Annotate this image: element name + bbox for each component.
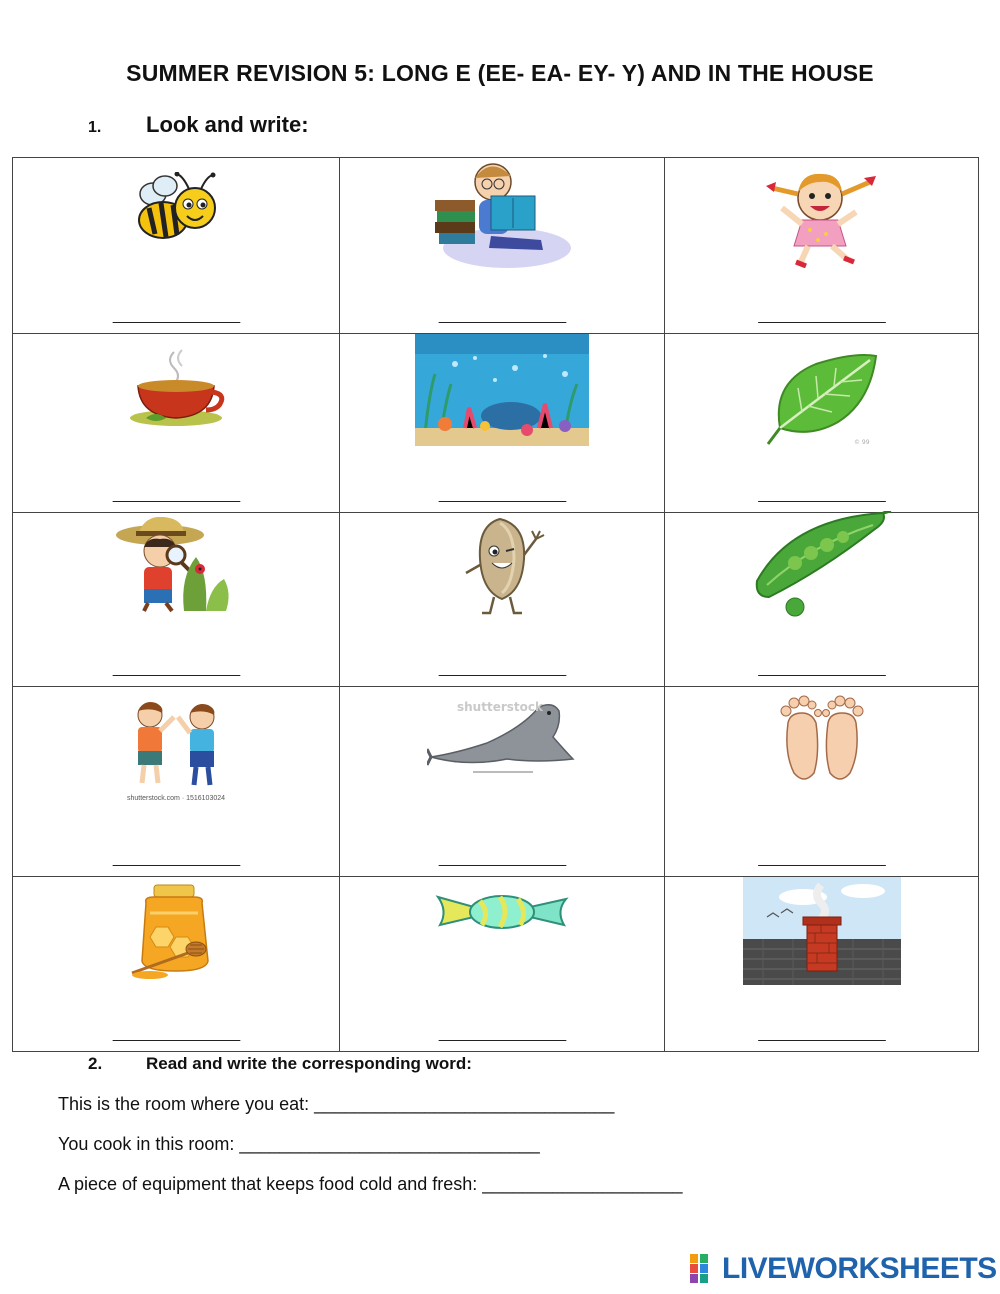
seed-character-icon (452, 515, 552, 617)
candy-icon (434, 891, 570, 931)
sea-icon (415, 334, 589, 446)
answer-blank[interactable]: ________________ (758, 1025, 885, 1042)
table-cell (340, 334, 665, 513)
table-cell (13, 334, 340, 513)
honey-jar-icon (128, 883, 224, 981)
table-cell (665, 877, 979, 1052)
section-1-label: Look and write: (146, 112, 309, 137)
table-cell (665, 513, 979, 687)
boy-reading-icon (431, 160, 573, 270)
pea-pod-icon (751, 511, 893, 617)
table-cell (13, 687, 340, 877)
section-2-heading (88, 1054, 472, 1074)
bee-icon (131, 172, 221, 244)
table-cell (13, 877, 340, 1052)
happy-girl-icon (752, 168, 892, 268)
liveworksheets-logo-icon (690, 1254, 718, 1284)
question-dining-room[interactable]: This is the room where you eat: ______________________________ (58, 1094, 615, 1114)
table-cell (665, 158, 979, 334)
answer-blank[interactable]: ________________ (758, 486, 885, 503)
table-cell (340, 158, 665, 334)
chimney-icon (743, 877, 901, 985)
table-cell (665, 687, 979, 877)
answer-blank[interactable]: ________________ (758, 307, 885, 324)
answer-blank[interactable]: ________________ (758, 850, 885, 867)
answer-blank[interactable]: ________________ (438, 486, 566, 503)
liveworksheets-logo (690, 1251, 997, 1287)
answer-blank[interactable]: ________________ (112, 660, 240, 677)
worksheet-title: SUMMER REVISION 5: LONG E (EE- EA- EY- Y) AND IN THE HOUSE (126, 60, 874, 86)
liveworksheets-logo-text: LIVEWORKSHEETS (722, 1252, 997, 1285)
answer-blank[interactable]: ________________ (438, 1025, 566, 1042)
answer-blank[interactable]: ________________ (112, 850, 240, 867)
table-cell (13, 513, 340, 687)
table-cell (665, 334, 979, 513)
feet-icon (774, 693, 870, 783)
tea-cup-icon (126, 348, 226, 430)
answer-blank[interactable]: ________________ (112, 486, 240, 503)
question-kitchen[interactable]: You cook in this room: ______________________________ (58, 1134, 540, 1154)
answer-blank[interactable]: ________________ (112, 307, 240, 324)
answer-blank[interactable]: ________________ (438, 850, 566, 867)
answer-blank[interactable]: ________________ (438, 660, 566, 677)
leaf-icon (762, 352, 882, 448)
answer-blank[interactable]: ________________ (758, 660, 885, 677)
section-1-heading (88, 112, 309, 138)
table-cell (340, 687, 665, 877)
answer-blank[interactable]: ________________ (112, 1025, 240, 1042)
shutterstock-watermark: shutterstock (457, 700, 543, 714)
answer-blank[interactable]: ________________ (438, 307, 566, 324)
table-cell (340, 513, 665, 687)
two-boys-icon (120, 699, 232, 789)
svg-text:© 99: © 99 (853, 439, 870, 446)
section-1-number: 1. (88, 119, 102, 136)
image-caption: shutterstock.com · 1516103024 (126, 795, 226, 802)
section-2-label: Read and write the corresponding word: (146, 1054, 472, 1073)
section-2-number: 2. (88, 1054, 103, 1073)
table-cell (340, 877, 665, 1052)
look-and-write-table (12, 157, 979, 1052)
seal-icon (427, 697, 577, 777)
boy-magnifier-icon (114, 517, 238, 613)
question-fridge[interactable]: A piece of equipment that keeps food cold and fresh: ____________________ (58, 1174, 683, 1194)
table-cell (13, 158, 340, 334)
